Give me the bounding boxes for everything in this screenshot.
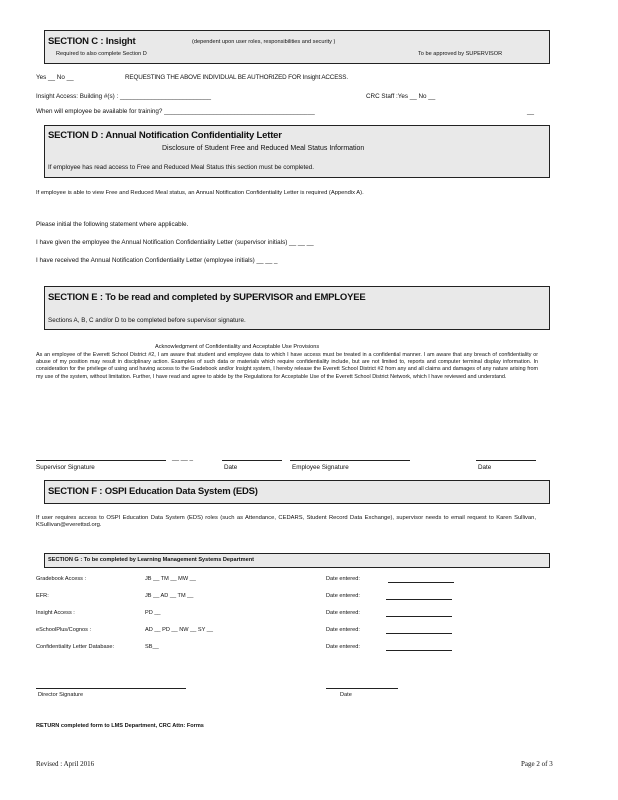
lms-row-codes[interactable]: JB __ TM __ MW __ bbox=[145, 576, 196, 582]
supervisor-initials-field[interactable]: I have given the employee the Annual Notification Confidentiality Letter (supervisor initials) __ __ __ bbox=[36, 239, 314, 246]
lms-row-date-label: Date entered: bbox=[326, 576, 360, 582]
employee-initials-field[interactable]: I have received the Annual Notification Confidentiality Letter (employee initials) __ __ _ bbox=[36, 257, 278, 264]
lms-row-codes[interactable]: SB__ bbox=[145, 644, 159, 650]
lms-row-codes[interactable]: AD __ PD __ NW __ SY __ bbox=[145, 627, 213, 633]
lms-row-date-line[interactable] bbox=[388, 582, 454, 583]
section-g-title: SECTION G : To be completed by Learning Management Systems Department bbox=[48, 557, 254, 563]
training-end-line: __ bbox=[527, 108, 535, 115]
revised-date: Revised : April 2016 bbox=[36, 760, 95, 768]
building-field[interactable]: Insight Access: Building #(s) : __________________________ bbox=[36, 93, 212, 100]
lms-row-date-label: Date entered: bbox=[326, 610, 360, 616]
supervisor-signature-label: Supervisor Signature bbox=[36, 464, 95, 471]
date-label-2: Date bbox=[478, 464, 492, 471]
lms-row-label: eSchoolPlus/Cognos : bbox=[36, 627, 92, 633]
lms-row-date-label: Date entered: bbox=[326, 593, 360, 599]
lms-row-label: Gradebook Access : bbox=[36, 576, 87, 582]
date-line-1[interactable] bbox=[222, 460, 282, 461]
section-f-title: SECTION F : OSPI Education Data System (EDS) bbox=[48, 486, 258, 497]
initial-instruction: Please initial the following statement where applicable. bbox=[36, 221, 189, 228]
signature-dashes-1: __ __ _ bbox=[172, 454, 194, 461]
director-signature-line[interactable] bbox=[36, 688, 186, 689]
page-number: Page 2 of 3 bbox=[521, 760, 553, 768]
employee-signature-line[interactable] bbox=[290, 460, 410, 461]
supervisor-signature-line[interactable] bbox=[36, 460, 166, 461]
section-d-subtitle: Disclosure of Student Free and Reduced Meal Status Information bbox=[162, 145, 365, 152]
date-label-1: Date bbox=[224, 464, 238, 471]
acknowledgment-heading: Acknowledgment of Confidentiality and Acceptable Use Provisions bbox=[155, 344, 320, 350]
section-d-title: SECTION D : Annual Notification Confidentiality Letter bbox=[48, 130, 282, 141]
date-line-2[interactable] bbox=[476, 460, 536, 461]
section-c-requirement: Required to also complete Section D bbox=[56, 51, 147, 57]
lms-row-date-label: Date entered: bbox=[326, 644, 360, 650]
section-c-title: SECTION C : Insight bbox=[48, 36, 136, 47]
section-c-approval: To be approved by SUPERVISOR bbox=[418, 51, 503, 57]
director-date-label: Date bbox=[340, 692, 352, 698]
return-instructions: RETURN completed form to LMS Department, CRC Attn: Forms bbox=[36, 723, 204, 729]
acknowledgment-text: As an employee of the Everett School District #2, I am aware that student and employee data to which I have access must be treated in a confidential manner. I am aware that any breach of confidentiality or abuse of my position may result in disciplinary action. Examples of such data or materials which require confidentiality include, but are not limited to, reports and computer terminal display information. In consideration for the privilege of using and having access to the Gradebook and/or Insight system, I hereby release the Everett School District #2 from any and all claims and damages of any nature arising from my use of the system, without limitation. Further, I have read and agree to abide by the Regulations for Acceptable Use of the Everett School District Network, which I have reviewed and understand. bbox=[36, 352, 538, 380]
training-availability-field[interactable]: When will employee be available for training? ___________________________________________ bbox=[36, 108, 315, 115]
lms-row-label: Insight Access : bbox=[36, 610, 75, 616]
lms-row-date-line[interactable] bbox=[386, 599, 452, 600]
lms-row-date-line[interactable] bbox=[386, 650, 452, 651]
lms-row-codes[interactable]: JB __ AD __ TM __ bbox=[145, 593, 194, 599]
section-c-subtitle: (dependent upon user roles, responsibilities and security ) bbox=[192, 39, 336, 45]
lms-row-date-line[interactable] bbox=[386, 633, 452, 634]
yes-no-field[interactable]: Yes __ No __ bbox=[36, 74, 74, 81]
lms-row-label: Confidentiality Letter Database: bbox=[36, 644, 115, 650]
employee-signature-label: Employee Signature bbox=[292, 464, 349, 471]
lms-row-label: EFR: bbox=[36, 593, 49, 599]
lms-row-codes[interactable]: PD __ bbox=[145, 610, 161, 616]
director-date-line[interactable] bbox=[326, 688, 398, 689]
section-e-title: SECTION E : To be read and completed by SUPERVISOR and EMPLOYEE bbox=[48, 292, 366, 303]
section-f-text: If user requires access to OSPI Education Data System (EDS) roles (such as Attendance, CEDARS, Student Record Data Exchange), supervisor needs to email request to Karen Sullivan, KSullivan@everettsd.org. bbox=[36, 515, 536, 529]
section-e-subtitle: Sections A, B, C and/or D to be completed before supervisor signature. bbox=[48, 317, 246, 324]
requesting-statement: REQUESTING THE ABOVE INDIVIDUAL BE AUTHORIZED FOR Insight ACCESS. bbox=[125, 74, 348, 81]
section-d-requirement: If employee is able to view Free and Reduced Meal status, an Annual Notification Confidentiality Letter is required (Appendix A). bbox=[36, 190, 364, 196]
section-d-note: If employee has read access to Free and Reduced Meal Status this section must be completed. bbox=[48, 164, 315, 171]
lms-row-date-line[interactable] bbox=[386, 616, 452, 617]
crc-staff-field[interactable]: CRC Staff :Yes __ No __ bbox=[366, 93, 436, 100]
director-signature-label: Director Signature bbox=[38, 692, 84, 698]
lms-row-date-label: Date entered: bbox=[326, 627, 360, 633]
